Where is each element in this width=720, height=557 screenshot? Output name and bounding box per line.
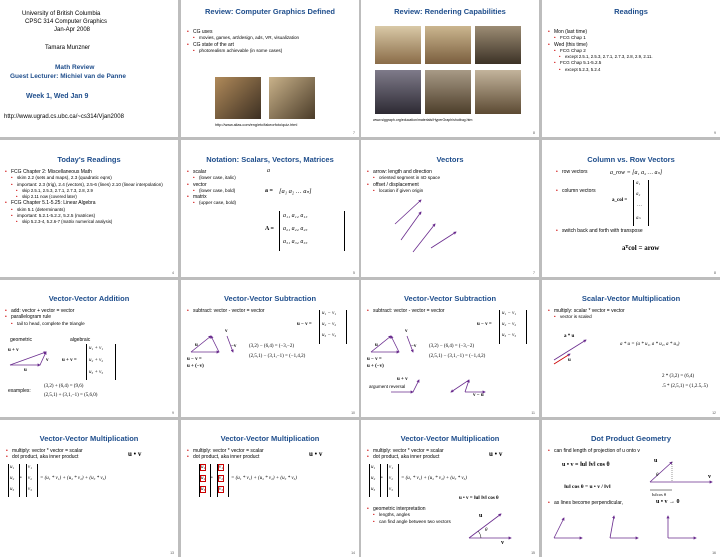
label-v: v — [708, 474, 711, 480]
bullet: • dot product, aka inner product — [6, 454, 116, 460]
instructor: Tamara Munzner — [45, 45, 91, 51]
bullet: • FCG Chapter 5.1-5.25: Linear Algebra — [5, 200, 175, 206]
slide-vector-addition — [0, 280, 178, 417]
bullet-list — [187, 169, 247, 207]
label-v: v — [501, 540, 504, 546]
example-2: (2,5,1) − (3,1,−1) = (−1,4,2) — [249, 354, 306, 359]
slide-column-row — [542, 140, 720, 277]
v1: v₁ — [28, 465, 32, 470]
add-row-1: u₁ + v₁ — [89, 346, 104, 351]
slide-number: 14 — [351, 551, 355, 555]
v3: v₃ — [28, 487, 32, 492]
sub-bullet: • FCG Chap 2 — [548, 48, 716, 54]
slide-dot-product-2 — [181, 420, 359, 557]
render-3 — [475, 26, 521, 64]
proj-eq: ‖u‖ cos θ = u • v / ‖v‖ — [564, 484, 611, 490]
sub-sub-bullet: • except 2.5.1, 2.5.3, 2.7.1, 2.7.3, 2.8, 2.9, 2.11. — [548, 54, 716, 60]
example-2: (2,5,1) + (3,1,−1) = (5,6,0) — [44, 393, 98, 398]
bullet: • as lines become perpendicular, — [548, 500, 638, 506]
u2: u₂ — [201, 476, 206, 481]
examples-label: examples: — [8, 388, 31, 394]
slide-dot-product-1 — [0, 420, 178, 557]
dot-sum: = (u₁ * v₁) + (u₂ * v₂) + (u₃ * v₃) — [40, 476, 106, 481]
slide-number: 7 — [533, 271, 535, 275]
scalar-eq: a * u = (a * u₁, a * u₂, a * u₃) — [620, 342, 680, 347]
bullet: • vector — [187, 182, 247, 188]
dot-sum: = (u₁ * v₁) + (u₂ * v₂) + (u₃ * v₃) — [401, 476, 467, 481]
perpendicular-bullet — [548, 500, 638, 506]
example-1: 2 * (3,2) = (6,4) — [662, 374, 694, 379]
vector-body: [a₁ a₂ … aₙ] — [279, 188, 312, 195]
slide-number: 15 — [531, 551, 535, 555]
university-name: University of British Columbia — [22, 11, 101, 17]
slide-todays-readings — [0, 140, 178, 277]
source-url[interactable]: www.siggraph.org/education/materials/HyperGraph/shutbug.htm — [373, 118, 473, 122]
slide-cg-defined — [181, 0, 359, 137]
sub-row-3: u₃ − v₃ — [502, 333, 517, 338]
u3: u₃ — [371, 487, 376, 492]
label-neg-v: −v — [411, 344, 417, 349]
bullet: • dot product, aka inner product — [187, 454, 297, 460]
vector-arrows-diagram — [361, 140, 539, 277]
bullet: • switch back and forth with transpose — [556, 228, 716, 234]
u2: u₂ — [371, 476, 376, 481]
dot-op: • — [211, 476, 213, 481]
week-label: Week 1, Wed Jan 9 — [26, 93, 89, 100]
argument-reversal: argument reversal — [369, 384, 406, 389]
dot-symbol: u • v — [128, 450, 142, 458]
example-1: (3,2) − (6,4) = (−3,−2) — [429, 344, 475, 349]
slide-vector-subtraction-2 — [361, 280, 539, 417]
bullet: • Wed (this time) — [548, 42, 716, 48]
slide-title: Review: Rendering Capabilities — [394, 7, 506, 16]
bullet-list — [187, 448, 297, 461]
label-u-minus-v: u − v = — [367, 357, 382, 362]
sub-bullet: • can find angle between two vectors — [367, 519, 457, 525]
slide-title: Vector-Vector Multiplication — [400, 434, 500, 443]
slide-dot-geometry — [542, 420, 720, 557]
v1: v₁ — [219, 465, 223, 470]
sub-row-2: u₂ − v₂ — [322, 322, 337, 327]
dot-op: • — [381, 476, 383, 481]
bullet: • multiply: vector * vector = scalar — [6, 448, 116, 454]
bullet: • column vectors — [556, 188, 616, 194]
sub-bullet: • (upper case, bold) — [187, 200, 247, 206]
bullet: • scalar — [187, 169, 247, 175]
sub-bullet: • tail to head, complete the triangle — [5, 321, 175, 327]
slide-title: Vector-Vector Subtraction — [403, 294, 497, 303]
slide-number: 12 — [712, 411, 716, 415]
bullet-list — [548, 29, 716, 73]
slide-title — [0, 0, 178, 137]
slide-number: 7 — [353, 131, 355, 135]
slide-number: 8 — [714, 271, 716, 275]
slide-vectors — [361, 140, 539, 277]
projection-diagram — [542, 420, 720, 557]
slide-title: Today's Readings — [57, 155, 121, 164]
photo-left — [215, 77, 261, 119]
v3: v₃ — [389, 487, 393, 492]
bullet: • CG state of the art — [187, 42, 352, 48]
sub-bullet: • FCG Chap 1 — [548, 35, 716, 41]
bullet: • Mon (last time) — [548, 29, 716, 35]
col-entry-3: … — [637, 203, 642, 208]
bullet-list — [5, 169, 175, 226]
slide-number: 8 — [533, 131, 535, 135]
u3: u₃ — [10, 487, 15, 492]
bullet: • parallelogram rule — [5, 314, 175, 320]
v2: v₂ — [219, 476, 223, 481]
sub-sub-bullet: • skip 2.5.1, 2.5.3, 2.7.1, 2.7.3, 2.8, 2.9 — [5, 188, 175, 194]
col-entry-4: aₙ — [636, 216, 641, 221]
label-uv: u + v — [8, 348, 19, 353]
v2: v₂ — [389, 476, 393, 481]
bullet: • arrow: length and direction — [367, 169, 535, 175]
example-2: .5 * (2,5,1) = (1,2.5,.5) — [662, 384, 708, 389]
label-u-minus-v: u − v = — [187, 357, 202, 362]
matrix-row-3: a₃₁ a₃₂ a₃₃ — [283, 239, 308, 245]
perpendicular-eq: u • v → 0 — [656, 499, 680, 505]
dot-op: • — [20, 476, 22, 481]
geometric-label: geometric — [10, 337, 32, 343]
scalar-symbol: a — [267, 168, 270, 174]
bullet: • multiply: vector * vector = scalar — [187, 448, 297, 454]
bullet: • subtract: vector - vector = vector — [367, 308, 535, 314]
course-url[interactable]: http://www.ugrad.cs.ubc.ca/~cs314/Vjan2008 — [4, 114, 124, 120]
sub-row-3: u₃ − v₃ — [322, 333, 337, 338]
slide-number: 5 — [353, 271, 355, 275]
bullet-row — [556, 169, 616, 175]
col-entry-2: a₂ — [636, 192, 641, 197]
label-u: u — [479, 513, 483, 519]
sub-row-1: u₁ − v₁ — [322, 311, 337, 316]
sub-bullet: • (lower case, bold) — [187, 188, 247, 194]
u3: u₃ — [201, 487, 206, 492]
sub-bullet: • vector is scaled — [548, 314, 716, 320]
slide-scalar-vector — [542, 280, 720, 417]
slide-number: 9 — [172, 411, 174, 415]
add-row-3: u₃ + v₃ — [89, 370, 104, 375]
sub-bullet: • location if given origin — [367, 188, 535, 194]
sub-row-1: u₁ − v₁ — [502, 311, 517, 316]
bullet: • add: vector + vector = vector — [5, 308, 175, 314]
algebraic-label: algebraic — [70, 337, 91, 343]
sub-sub-bullet: • except 5.2.3, 5.2.4 — [548, 67, 716, 73]
slide-title: Vector-Vector Subtraction — [223, 294, 317, 303]
v2: v₂ — [28, 476, 32, 481]
bullet: • can find length of projection of u onto v — [548, 448, 716, 454]
label-theta: θ — [485, 528, 488, 533]
sub-bullet: • important: 5.2.1-5.2.2, 5.2.5 (matrices) — [5, 213, 175, 219]
sub-sub-bullet: • skip 5.2.3-4, 5.2.6-7 (matrix numerical analysis) — [5, 219, 175, 225]
example-1: (3,2) − (6,4) = (−3,−2) — [249, 344, 295, 349]
cosine-eq: u • v = ‖u‖ ‖v‖ cos θ — [459, 496, 499, 501]
render-2 — [425, 26, 471, 64]
slide-title: Vectors — [436, 155, 464, 164]
v3: v₃ — [219, 487, 223, 492]
u1: u₁ — [201, 465, 206, 470]
bullet: • FCG Chapter 2: Miscellaneous Math — [5, 169, 175, 175]
slide-title: Scalar-Vector Multiplication — [581, 294, 681, 303]
slide-number: 10 — [351, 411, 355, 415]
bullet-transpose — [556, 228, 716, 234]
slide-title: Vector-Vector Multiplication — [39, 434, 139, 443]
sub-row-2: u₂ − v₂ — [502, 322, 517, 327]
slide-notation — [181, 140, 359, 277]
bullet: • subtract: vector - vector = vector — [187, 308, 355, 314]
bullet: • multiply: vector * vector = scalar — [367, 448, 477, 454]
slide-number: 11 — [531, 411, 535, 415]
label-v: v — [405, 329, 408, 334]
add-row-2: u₂ + v₂ — [89, 358, 104, 363]
slide-readings — [542, 0, 720, 137]
u1: u₁ — [371, 465, 376, 470]
label-uv: u + v — [397, 377, 408, 382]
row-vector-eq: a_row = [a₁ a₂ … aₙ] — [610, 170, 663, 176]
slide-number: 16 — [712, 551, 716, 555]
sub-eq-lhs: u − v = — [477, 322, 492, 327]
label-theta: θ — [656, 473, 659, 478]
slide-title: Vector-Vector Multiplication — [220, 434, 320, 443]
u2: u₂ — [10, 476, 15, 481]
dot-sum: = (u₁ * v₁) + (u₂ * v₂) + (u₃ * v₃) — [231, 476, 297, 481]
label-projection: ‖u‖cos θ — [652, 492, 667, 497]
example-2: (2,5,1) − (3,1,−1) = (−1,4,2) — [429, 354, 486, 359]
sub-eq-lhs: u − v = — [297, 322, 312, 327]
label-v-minus-u: v − u — [473, 393, 484, 398]
render-6 — [475, 70, 521, 114]
slide-number: 9 — [714, 131, 716, 135]
render-4 — [375, 70, 421, 114]
label-au: a * u — [564, 334, 575, 339]
label-u: u — [375, 343, 378, 348]
sub-bullet: • skim 5.1 (determinants) — [5, 207, 175, 213]
slide-title: Notation: Scalars, Vectors, Matrices — [206, 155, 334, 164]
col-vector-lhs: a_col = — [612, 198, 628, 203]
label-u: u — [24, 368, 27, 373]
transpose-eq: aᵀcol = arow — [622, 244, 660, 252]
bullet: • offset / displacement — [367, 182, 535, 188]
slide-number: 4 — [172, 271, 174, 275]
quiz-url[interactable]: http://www.alias.com/eng/etc/fakeorfoto/quiz.html — [215, 123, 298, 127]
sub-bullet: • skim 2.2 (sets and maps), 2.3 (quadratic eqns) — [5, 175, 175, 181]
render-1 — [375, 26, 421, 64]
bullet-col — [556, 188, 616, 194]
course-name: CPSC 314 Computer Graphics — [25, 19, 108, 25]
slide-title: Column vs. Row Vectors — [587, 155, 675, 164]
lecture-title: Math Review — [55, 64, 95, 71]
slide-dot-product-3 — [361, 420, 539, 557]
slide-title: Dot Product Geometry — [590, 434, 671, 443]
sub-bullet: • photorealism achievable (in some cases) — [187, 48, 352, 54]
bullet-list — [187, 29, 352, 54]
sub-bullet: • oriented segment in nD space — [367, 175, 535, 181]
matrix-row-2: a₂₁ a₂₂ a₂₃ — [283, 226, 308, 232]
scaling-diagram — [542, 280, 720, 417]
slide-number: 13 — [170, 551, 174, 555]
render-5 — [425, 70, 471, 114]
dot-symbol: u • v — [309, 450, 323, 458]
slide-title: Review: Computer Graphics Defined — [204, 7, 336, 16]
add-eq-lhs: u + v = — [62, 358, 77, 363]
bullet: • CG uses — [187, 29, 352, 35]
matrix-row-1: a₁₁ a₁₂ a₁₃ — [283, 213, 308, 219]
example-1: (3,2) + (6,4) = (9,6) — [44, 384, 84, 389]
sub-bullet: • lengths, angles — [367, 512, 457, 518]
bullet: • row vectors — [556, 169, 616, 175]
bullet: • multiply: scalar * vector = vector — [548, 308, 716, 314]
bullet: • dot product, aka inner product — [367, 454, 477, 460]
term: Jan-Apr 2008 — [54, 27, 91, 33]
sub-sub-bullet: • skip 2.11 now (covered later) — [5, 194, 175, 200]
slide-title: Vector-Vector Addition — [48, 294, 130, 303]
sub-bullet: • important: 2.3 (trig), 2.4 (vectors), 2.5-6 (lines) 2.10 (linear interpolation) — [5, 182, 175, 188]
label-neg-v: −v — [231, 344, 237, 349]
label-u: u — [654, 458, 658, 464]
sub-bullet: • FCG Chap 5.1-5.2.5 — [548, 60, 716, 66]
label-u: u — [195, 343, 198, 348]
guest-lecturer: Guest Lecturer: Michiel van de Panne — [10, 73, 126, 80]
v1: v₁ — [389, 465, 393, 470]
matrix-lhs: A = — [265, 226, 274, 232]
angle-diagram — [361, 420, 539, 557]
sub-bullet: • (lower case, italic) — [187, 175, 247, 181]
label-u-plus-neg-v: u + (−v) — [187, 364, 204, 369]
label-u: u — [568, 358, 571, 363]
bullet-list — [6, 448, 116, 461]
slide-rendering — [361, 0, 539, 137]
sub-bullet: • movies, games, art/design, ads, VR, visualization — [187, 35, 352, 41]
label-v: v — [46, 358, 49, 363]
slide-title: Readings — [614, 7, 648, 16]
dot-symbol: u • v — [489, 450, 503, 458]
bullet: • matrix — [187, 194, 247, 200]
label-u-plus-neg-v: u + (−v) — [367, 364, 384, 369]
u1: u₁ — [10, 465, 15, 470]
bullet: • geometric interpretation — [367, 506, 457, 512]
dot-eq: u • v = ‖u‖ ‖v‖ cos θ — [562, 462, 610, 468]
photo-right — [269, 77, 315, 119]
slide-vector-subtraction-1 — [181, 280, 359, 417]
vector-lhs: a = — [265, 188, 273, 194]
label-v: v — [225, 329, 228, 334]
col-entry-1: a₁ — [636, 181, 641, 186]
